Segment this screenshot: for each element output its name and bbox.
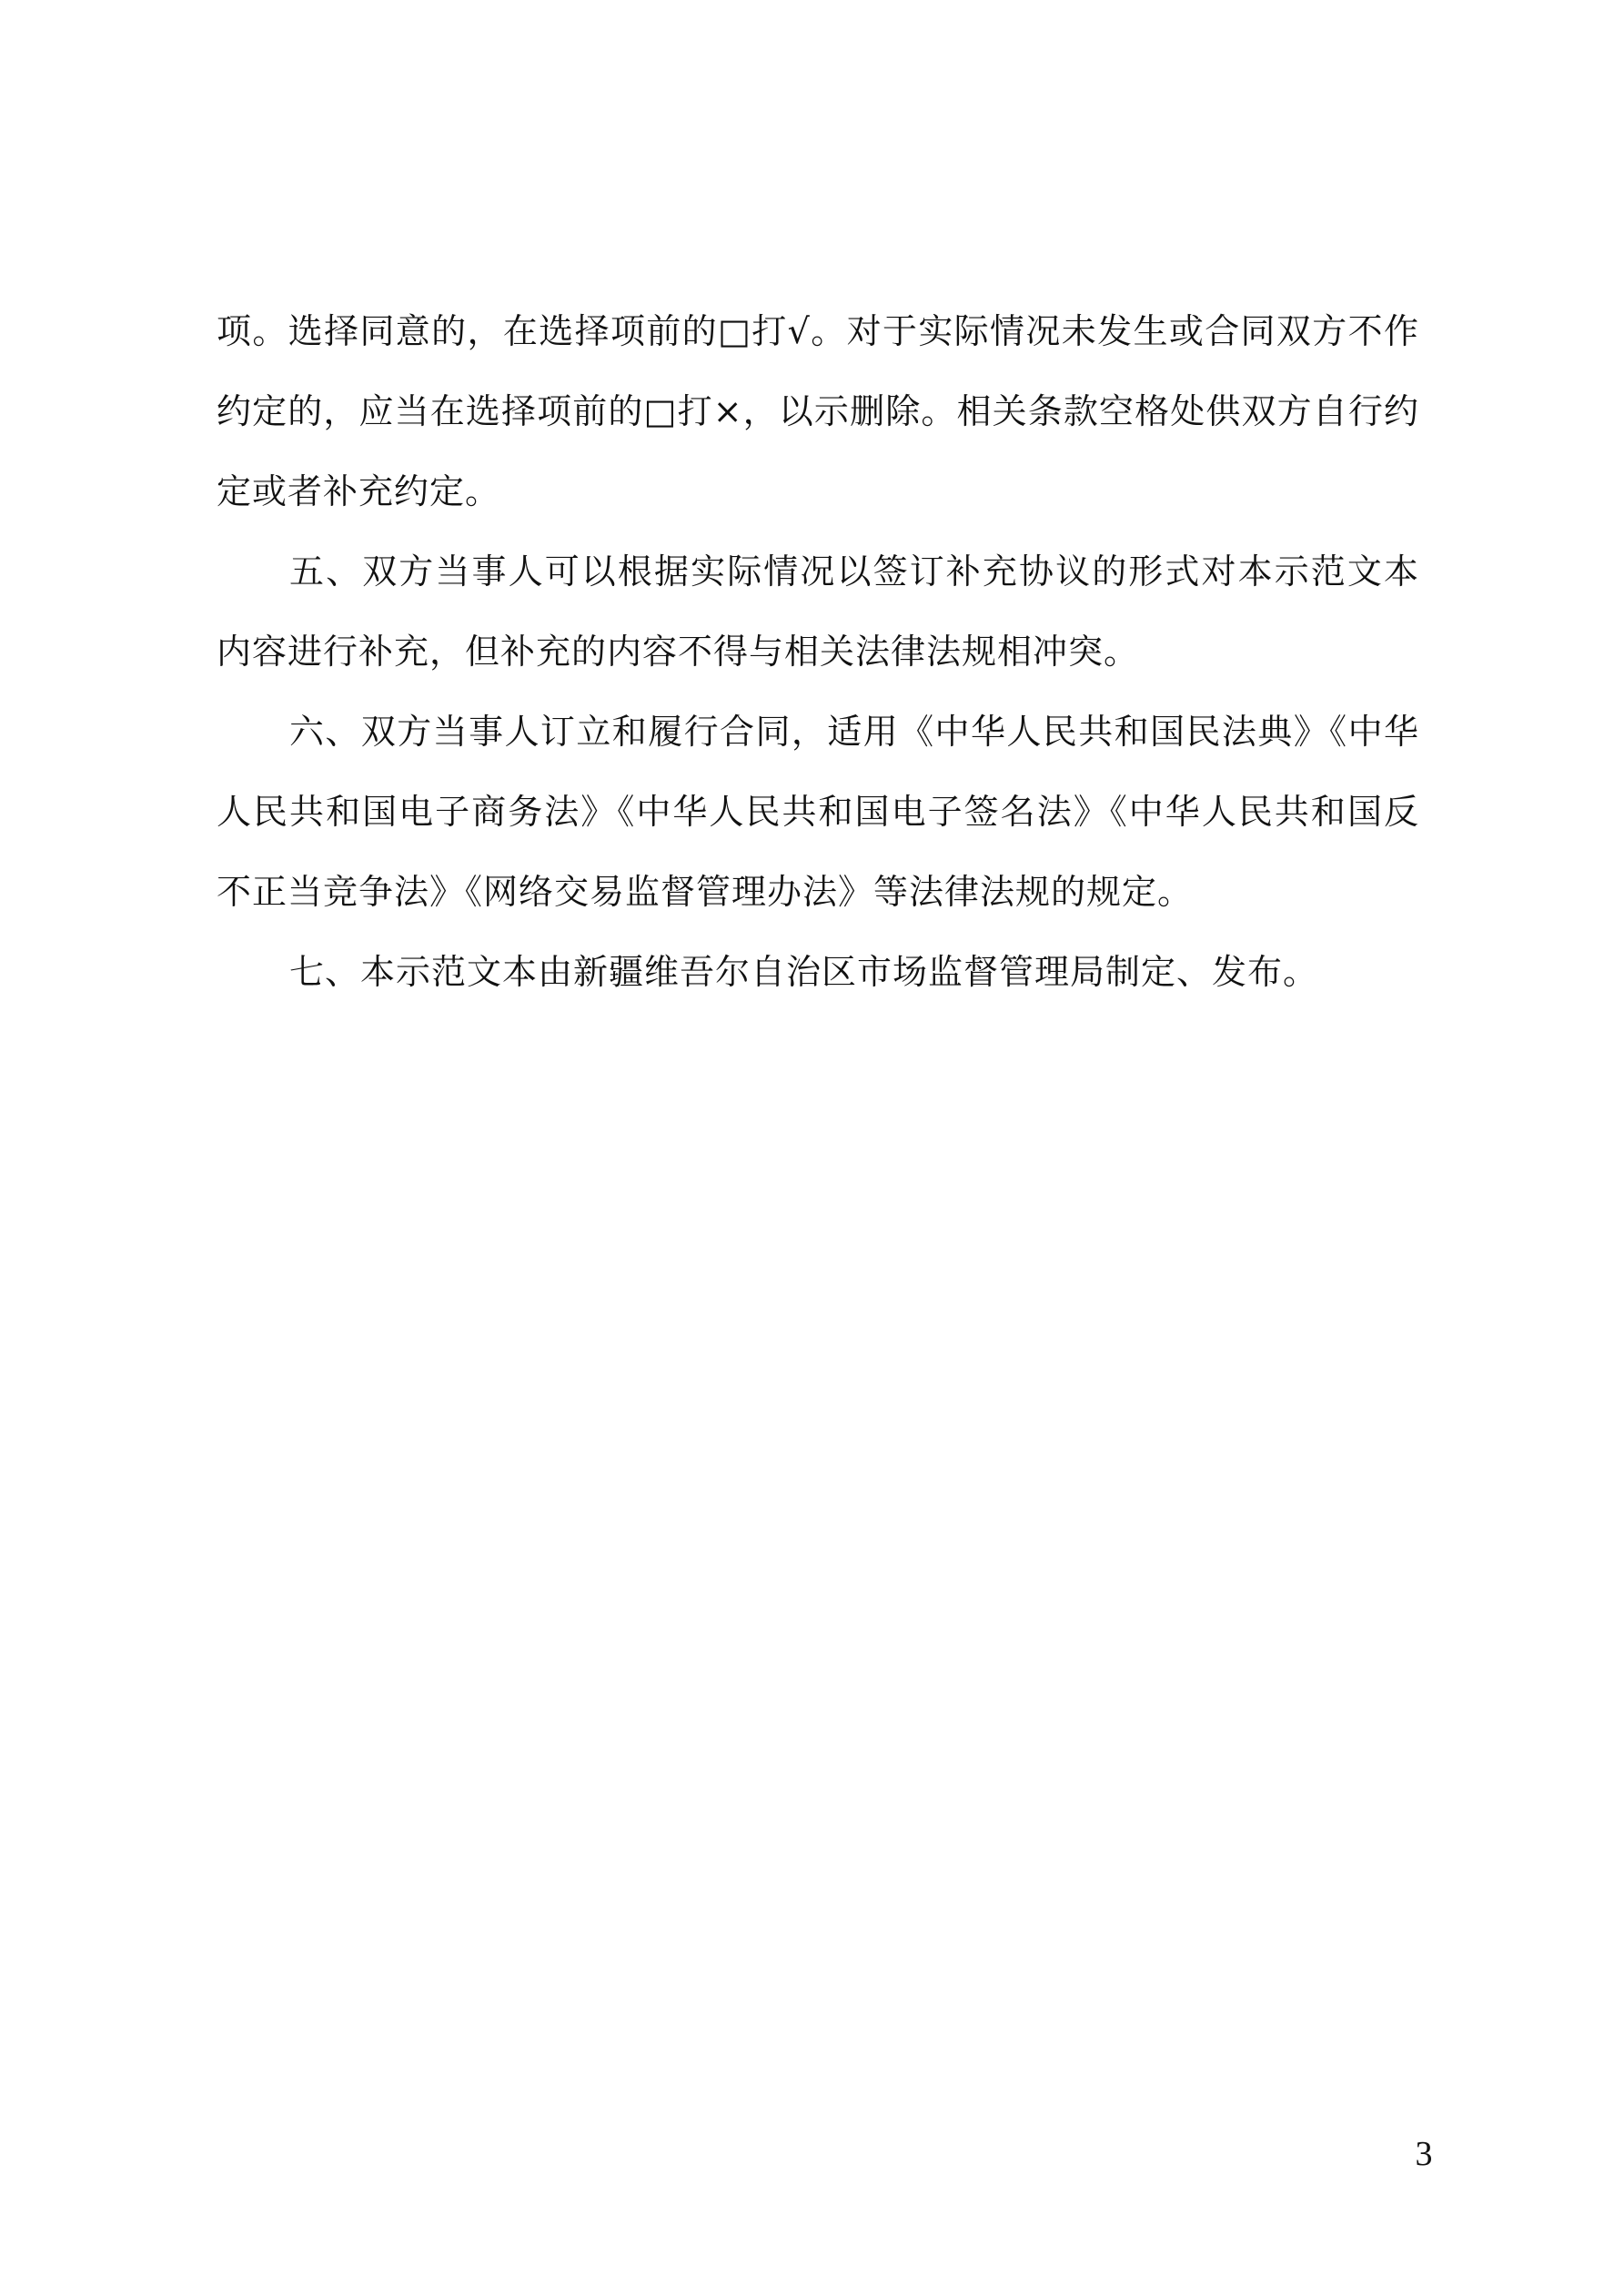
body-text [217, 291, 1419, 1012]
paragraph-clause-7: 七、本示范文本由新疆维吾尔自治区市场监督管理局制定、发布。 [289, 952, 1319, 992]
paragraph-continuation: 项。选择同意的，在选择项前的□打√。对于实际情况未发生或合同双方不作约定的，应当在选择项前的□打×，以示删除。相关条款空格处供双方自行约定或者补充约定。 [217, 311, 1419, 511]
paragraph-clause-5: 五、双方当事人可以根据实际情况以签订补充协议的形式对本示范文本内容进行补充，但补充的内容不得与相关法律法规相冲突。 [217, 551, 1419, 672]
page-number: 3 [1415, 2135, 1433, 2173]
paragraph-clause-6: 六、双方当事人订立和履行合同，适用《中华人民共和国民法典》《中华人民共和国电子商务法》《中华人民共和国电子签名法》《中华人民共和国反不正当竞争法》《网络交易监督管理办法》等法律法规的规定。 [217, 712, 1419, 912]
